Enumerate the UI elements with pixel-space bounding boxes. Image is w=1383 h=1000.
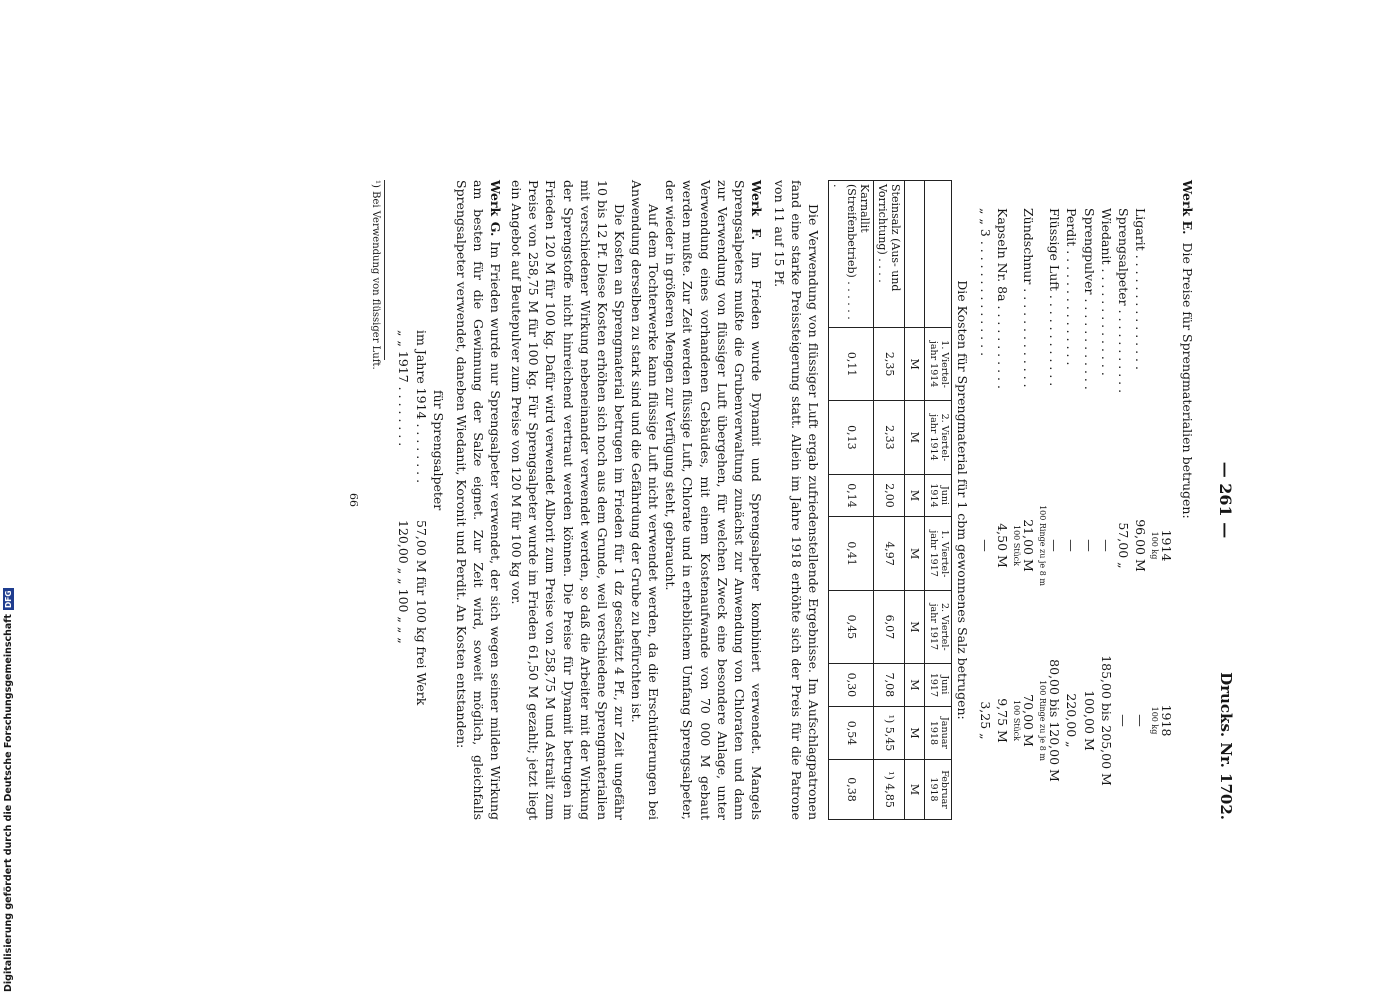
cost-col: 1. Viertel-jahr 1914 <box>925 328 952 401</box>
cost-table <box>828 180 952 820</box>
price-unit: 100 Stück <box>1012 700 1022 741</box>
cost-cell: 7,08 <box>873 663 904 706</box>
cost-col: Juni 1914 <box>925 474 952 517</box>
cost-currency-row <box>905 181 925 820</box>
cost-cell: 2,00 <box>873 474 904 517</box>
cost-row-label: Karnallit (Streifenbetrieb) . . . . . . . <box>829 181 874 328</box>
price-row <box>1080 208 1097 808</box>
currency-mark: M <box>905 663 925 706</box>
salpeter-year: „ „ 1917 . . . . . . . . <box>396 330 412 447</box>
price-unit: 100 Stück <box>1012 525 1022 566</box>
werk-f-paragraph-3: Die Kosten an Sprengmaterial betrugen im Frieden für 1 dz geschätzt 4 Pf., zur Zeit ungefähr 10 bis 12 Pf. Diese Kosten erhöhen sich noch aus dem Grunde, weil verschiedene Sprengmaterialien mit verschiedener Wirkung nebeneinander verwendet werden, so daß die Arbeiter mit der Wirkung der Sprengstoffe nicht hinreichend vertraut werden können. Die Preise für Dynamit betrugen im Frieden 120 M für 100 kg. Dafür wird verwendet Alborit zum Preise von 258,75 M und Astralit zum Preise von 258,75 M für 100 kg. Für Sprengsalpeter wurde im Frieden 61,50 M gezahlt; jetzt liegt ein Angebot auf Beutepulver zum Preise von 120 M für 100 kg vor. <box>509 180 627 820</box>
cost-col: 2. Viertel-jahr 1917 <box>925 590 952 663</box>
price-1914: — <box>1098 539 1114 552</box>
werk-f-text-1: Im Frieden wurde Dynamit und Sprengsalpeter kombiniert verwendet. Mangels Sprengsalpeters mußte die Grubenverwaltung zunächst zur Anwendung von Chloraten und dann zur Verwendung von flüssiger Luft übergehen, für welchen Zweck eine besondere Anlage, unter Verwendung eines vorhandenen Gebäudes, mit einem Kostenaufwande von 70 000 M gebaut werden mußte. Zur Zeit werden flüssige Luft, Chlorate und in erheblichem Umfang Sprengsalpeter, der wieder in größeren Mengen zur Verfügung steht, gebraucht. <box>663 180 764 820</box>
price-table <box>977 208 1175 808</box>
currency-mark: M <box>905 401 925 474</box>
cost-cell: 0,38 <box>829 760 874 820</box>
price-1914: — <box>1047 539 1063 552</box>
price-item: „ „ 3 . . . . . . . . . . . . . . . <box>978 208 994 357</box>
cost-row <box>873 181 904 820</box>
footnote: ¹) Bei Verwendung von flüssiger Luft. <box>370 180 382 370</box>
price-1918: — <box>1115 714 1131 727</box>
price-col-1918: 1918 <box>1158 704 1174 737</box>
cost-cell: 0,41 <box>829 517 874 590</box>
werk-g-text: Im Frieden wurde nur Sprengsalpeter verwendet, der sich wegen seiner milden Wirkung am besten für die Gewinnung der Salze eignet. Zur Zeit wird, soweit möglich, gleichfalls Sprengsalpeter verwendet, daneben Wiedanit, Koronit und Perdit. An Kosten entstanden: <box>453 180 504 820</box>
price-1918: 9,75 M <box>995 698 1011 743</box>
page-header <box>1200 180 1240 820</box>
cost-row-label: Steinsalz (Aus- und Vorrichtung) . . . . <box>873 181 904 328</box>
price-1918: 70,00 M <box>1021 694 1037 747</box>
price-row <box>1115 208 1132 808</box>
price-item: Zündschnur . . . . . . . . . . . . . <box>1021 208 1037 388</box>
werk-g-paragraph <box>453 180 504 820</box>
page-number: — 261 — <box>1216 461 1235 539</box>
price-item: Wiedanit . . . . . . . . . . . . . . <box>1098 208 1114 376</box>
price-1914: — <box>1064 539 1080 552</box>
salpeter-cost-table <box>395 330 429 750</box>
dfg-credit-text: Digitalisierung gefördert durch die Deutsche Forschungsgemeinschaft <box>2 614 14 992</box>
werk-e-paragraph: Die Verwendung von flüssiger Luft ergab zufriedenstellende Ergebnisse. Im Aufschlagpatronen fand eine starke Preissteigerung statt. Allein im Jahre 1918 erhöhte sich der Preis für die Patrone von 11 auf 15 Pf. <box>772 180 822 820</box>
price-row <box>1046 208 1063 808</box>
price-1918: 220,00 „ <box>1064 693 1080 748</box>
werk-f-paragraph-1 <box>662 180 765 820</box>
cost-cell: 4,97 <box>873 517 904 590</box>
price-item: Perdit . . . . . . . . . . . . . . . <box>1064 208 1080 366</box>
dfg-credit-line <box>0 0 16 1000</box>
price-1918: 100,00 M <box>1081 690 1097 751</box>
cost-col: 2. Viertel-jahr 1914 <box>925 401 952 474</box>
cost-col: Januar 1918 <box>925 706 952 759</box>
werk-e-label: Werk E. <box>1180 180 1195 235</box>
cost-col: Februar 1918 <box>925 760 952 820</box>
price-1914: — <box>1081 539 1097 552</box>
cost-cell: 0,54 <box>829 706 874 759</box>
page-body <box>346 180 1196 820</box>
price-row <box>1098 208 1115 808</box>
price-unit: 100 Ringe zu je 8 m <box>1038 680 1048 761</box>
cost-cell: 2,33 <box>873 401 904 474</box>
salpeter-cost-block <box>395 330 446 750</box>
salpeter-price: 57,00 M für 100 kg frei Werk <box>413 520 429 706</box>
werk-g-label: Werk G. <box>488 180 504 237</box>
price-row <box>994 208 1020 808</box>
cost-cell: 0,11 <box>829 328 874 401</box>
price-row <box>1020 208 1046 808</box>
werk-e-title: Die Preise für Sprengmaterialien betrugen: <box>1180 242 1195 519</box>
cost-cell: ¹) 4,85 <box>873 760 904 820</box>
werk-e-heading <box>1179 180 1196 820</box>
document-reference: Drucks. Nr. 1702. <box>1217 672 1235 820</box>
rotated-page <box>240 180 1240 820</box>
currency-mark: M <box>905 760 925 820</box>
cost-row <box>829 181 874 820</box>
dfg-logo: DFG <box>3 590 13 609</box>
cost-cell: 0,13 <box>829 401 874 474</box>
price-item: Kapseln Nr. 8a . . . . . . . . . . . <box>995 208 1011 389</box>
price-item: Ligarit . . . . . . . . . . . . . . . <box>1132 208 1148 370</box>
cost-table-title: Die Kosten für Sprengmaterial für 1 cbm gewonnenes Salz betrugen: <box>955 280 971 720</box>
price-row <box>1063 208 1080 808</box>
price-unit: 100 Ringe zu je 8 m <box>1038 505 1048 586</box>
cost-col: Juni 1917 <box>925 663 952 706</box>
price-1914: 4,50 M <box>995 523 1011 568</box>
werk-f-label: Werk F. <box>748 180 764 241</box>
currency-mark: M <box>905 590 925 663</box>
cost-cell: 6,07 <box>873 590 904 663</box>
price-item: Sprengsalpeter . . . . . . . . . . . <box>1115 208 1131 394</box>
page-footer-number: 66 <box>346 493 360 507</box>
salpeter-subtitle: für Sprengsalpeter <box>430 390 446 511</box>
currency-mark: M <box>905 474 925 517</box>
salpeter-price: 120,00 „ „ 100 „ „ „ <box>396 520 412 644</box>
salpeter-row <box>412 330 429 750</box>
price-table-header <box>1158 208 1175 808</box>
price-1918: — <box>1132 714 1148 727</box>
price-row <box>977 208 994 808</box>
cost-cell: 2,35 <box>873 328 904 401</box>
price-unit: 100 kg <box>1149 706 1159 735</box>
price-row <box>1132 208 1158 808</box>
price-1918: 3,25 „ <box>978 701 994 740</box>
price-1914: 21,00 M <box>1021 519 1037 572</box>
cost-cell: ¹) 5,45 <box>873 706 904 759</box>
cost-cell: 0,30 <box>829 663 874 706</box>
cost-cell: 0,45 <box>829 590 874 663</box>
price-col-1914: 1914 <box>1158 529 1174 562</box>
cost-cell: 0,14 <box>829 474 874 517</box>
price-unit: 100 kg <box>1149 531 1159 560</box>
price-1918: 185,00 bis 205,00 M <box>1098 655 1114 786</box>
currency-mark: M <box>905 328 925 401</box>
cost-table-header <box>925 181 952 820</box>
price-1914: 96,00 M <box>1132 519 1148 572</box>
currency-mark: M <box>905 706 925 759</box>
footnote-rule <box>384 180 385 360</box>
salpeter-row <box>395 330 412 750</box>
price-item: Sprengpulver . . . . . . . . . . . . <box>1081 208 1097 390</box>
werk-f-paragraph-2: Auf dem Tochterwerke kann flüssige Luft nicht verwendet werden, da die Erschütterungen bei Anwendung derselben zu stark sind und die Gefährdung der Grube zu befürchten ist. <box>629 180 662 820</box>
price-1914: — <box>978 539 994 552</box>
salpeter-year: im Jahre 1914 . . . . . . . . <box>413 330 429 484</box>
price-item: Flüssige Luft . . . . . . . . . . . . <box>1047 208 1063 387</box>
cost-col: 1. Viertel-jahr 1917 <box>925 517 952 590</box>
price-1918: 80,00 bis 120,00 M <box>1047 659 1063 782</box>
currency-mark: M <box>905 517 925 590</box>
price-1914: 57,00 „ <box>1115 522 1131 569</box>
